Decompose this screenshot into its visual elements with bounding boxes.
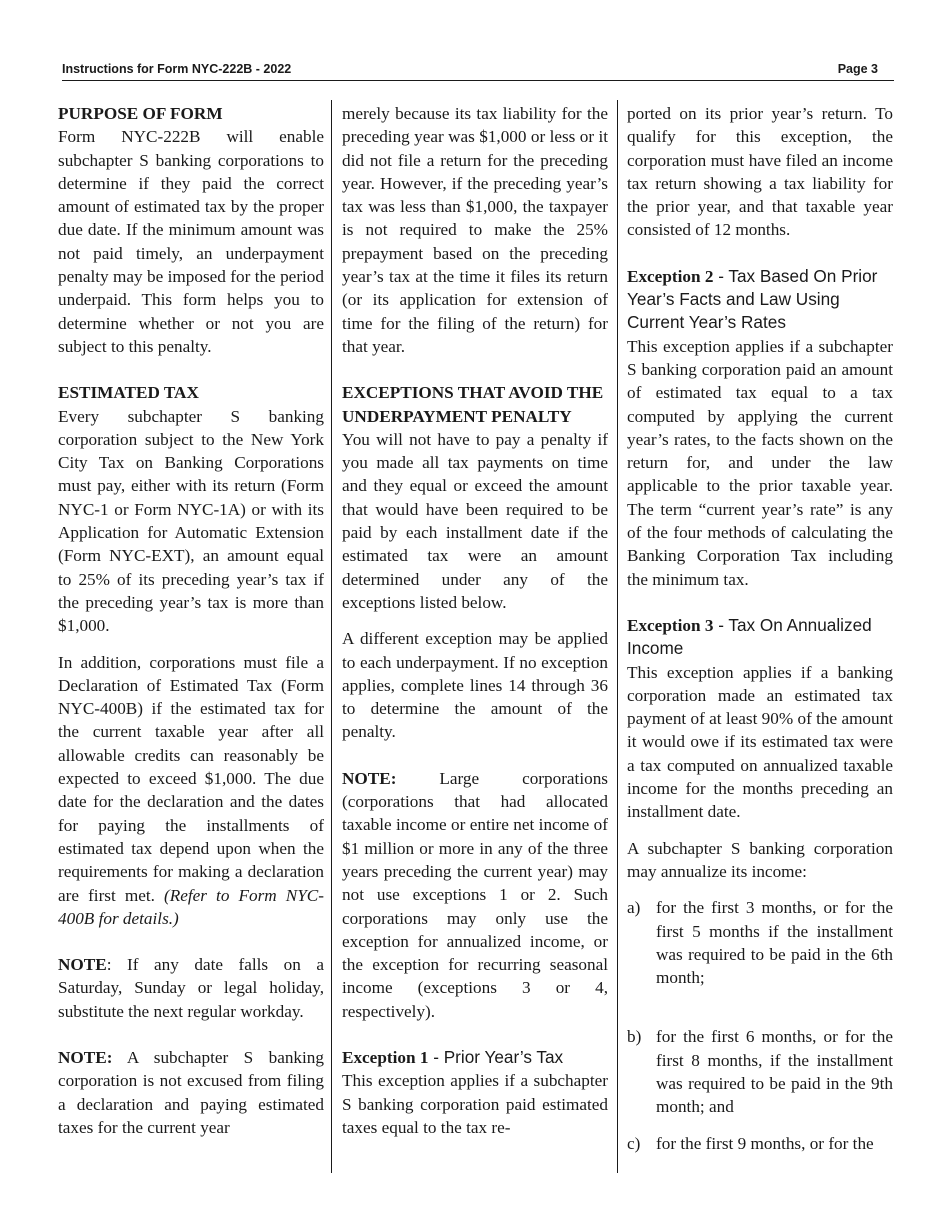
column-divider-1 <box>331 100 332 1173</box>
exception-1-paragraph: This exception applies if a subchapter S banking corporation paid estimated taxes equal to the tax re- <box>342 1071 608 1137</box>
column-1 <box>58 102 324 1139</box>
different-exception-paragraph: A different exception may be applied to each underpayment. If no exception applies, complete lines 14 through 36 to determine the amount of the penalty. <box>342 629 608 742</box>
continued-paragraph: merely because its tax liability for the preceding year was $1,000 or less or it did not file a return for the preceding year. However, if the preceding year’s tax was less than $1,000, the taxpayer is not required to make the 25% prepayment based on the preceding year’s tax at the time it files its return (or its application for extension of time for the filing of the return) for that year. <box>342 104 608 356</box>
annualize-list <box>627 896 893 1155</box>
list-item: b) for the first 6 months, or for the first 8 months, if the installment was required to be paid in the 9th month; and <box>627 1027 893 1117</box>
exception-3-heading: Exception 3 - Tax On Annualized Income <box>627 614 872 659</box>
list-item: c) for the first 9 months, or for the <box>627 1133 874 1153</box>
column-2 <box>342 102 608 1139</box>
column-3 <box>627 102 893 1155</box>
exception-2-heading: Exception 2 - Tax Based On Prior Year’s Facts and Law Using Current Year’s Rates <box>627 265 878 333</box>
exceptions-paragraph: You will not have to pay a penalty if you made all tax payments on time and they equal or exceed the amount that would have been required to be paid by each installment date if the estimated tax were an amount determined under any of the exceptions listed below. <box>342 429 608 612</box>
column-divider-2 <box>617 100 618 1173</box>
purpose-paragraph: Form NYC-222B will enable subchapter S banking corporations to determine if they paid the correct amount of estimated tax by the proper due date. If the minimum amount was not paid timely, an underpayment penalty may be imposed for the period underpaid. This form helps you to determine whether or not you are subject to this penalty. <box>58 127 324 356</box>
declaration-note: NOTE: A subchapter S banking corporation is not excused from filing a declaration and paying estimated taxes for the current year <box>58 1047 324 1137</box>
estimated-tax-heading: ESTIMATED TAX <box>58 383 199 403</box>
estimated-tax-paragraph: Every subchapter S banking corporation subject to the New York City Tax on Banking Corporations must pay, either with its return (Form NYC-1 or Form NYC-1A) or with its Application for Automatic Extension (Form NYC-EXT), an amount equal to 25% of its preceding year’s tax if the preceding year’s tax is more than $1,000. <box>58 406 324 636</box>
refer-note: (Refer to Form NYC-400B for details.) <box>58 885 324 928</box>
exception-3-paragraph: This exception applies if a banking corporation made an estimated tax payment of at least 90% of the amount it would owe if its estimated tax were a tax computed on annualized taxable income for the months preceding an installment date. <box>627 662 893 822</box>
page-header <box>62 62 894 81</box>
document-title: Instructions for Form NYC-222B - 2022 <box>62 62 292 76</box>
continued-paragraph: ported on its prior year’s return. To qualify for this exception, the corporation must have filed an income tax return showing a tax liability for the prior year, and that taxable year consisted of 12 months. <box>627 104 893 240</box>
exceptions-heading: EXCEPTIONS THAT AVOID THE UNDERPAYMENT PENALTY <box>342 383 604 426</box>
exception-1-heading: Exception 1 - Prior Year’s Tax <box>342 1046 564 1067</box>
purpose-heading: PURPOSE OF FORM <box>58 104 223 123</box>
declaration-paragraph: In addition, corporations must file a Declaration of Estimated Tax (Form NYC-400B) if the estimated tax for the current taxable year after all allowable credits can reasonably be expected to exceed $1,000. The due date for the declaration and the dates for paying the installments of estimated tax depend upon when the requirements for making a declaration are first met. (Refer to Form NYC-400B for details.) <box>58 652 324 928</box>
list-item: a) for the first 3 months, or for the first 5 months if the installment was required to be paid in the 6th month; <box>627 898 893 988</box>
page-number: Page 3 <box>837 62 878 76</box>
annualize-paragraph: A subchapter S banking corporation may annualize its income: <box>627 838 893 881</box>
holiday-note: NOTE: If any date falls on a Saturday, Sunday or legal holiday, substitute the next regular workday. <box>58 955 324 1021</box>
large-corporations-note: NOTE: Large corporations (corporations that had allocated taxable income or entire net income of $1 million or more in any of the three years preceding the current year) may not use exceptions 1 or 2. Such corporations may only use the exception for annualized income, or the exception for recurring seasonal income (exceptions 3 or 4, respectively). <box>342 768 608 1021</box>
exception-2-paragraph: This exception applies if a subchapter S banking corporation paid an amount of estimated tax equal to a tax computed by applying the current year’s rates, to the facts shown on the return for, and under the law applicable to the prior taxable year. The term “current year’s rate” is any of the four methods of calculating the Banking Corporation Tax including the minimum tax. <box>627 336 893 589</box>
